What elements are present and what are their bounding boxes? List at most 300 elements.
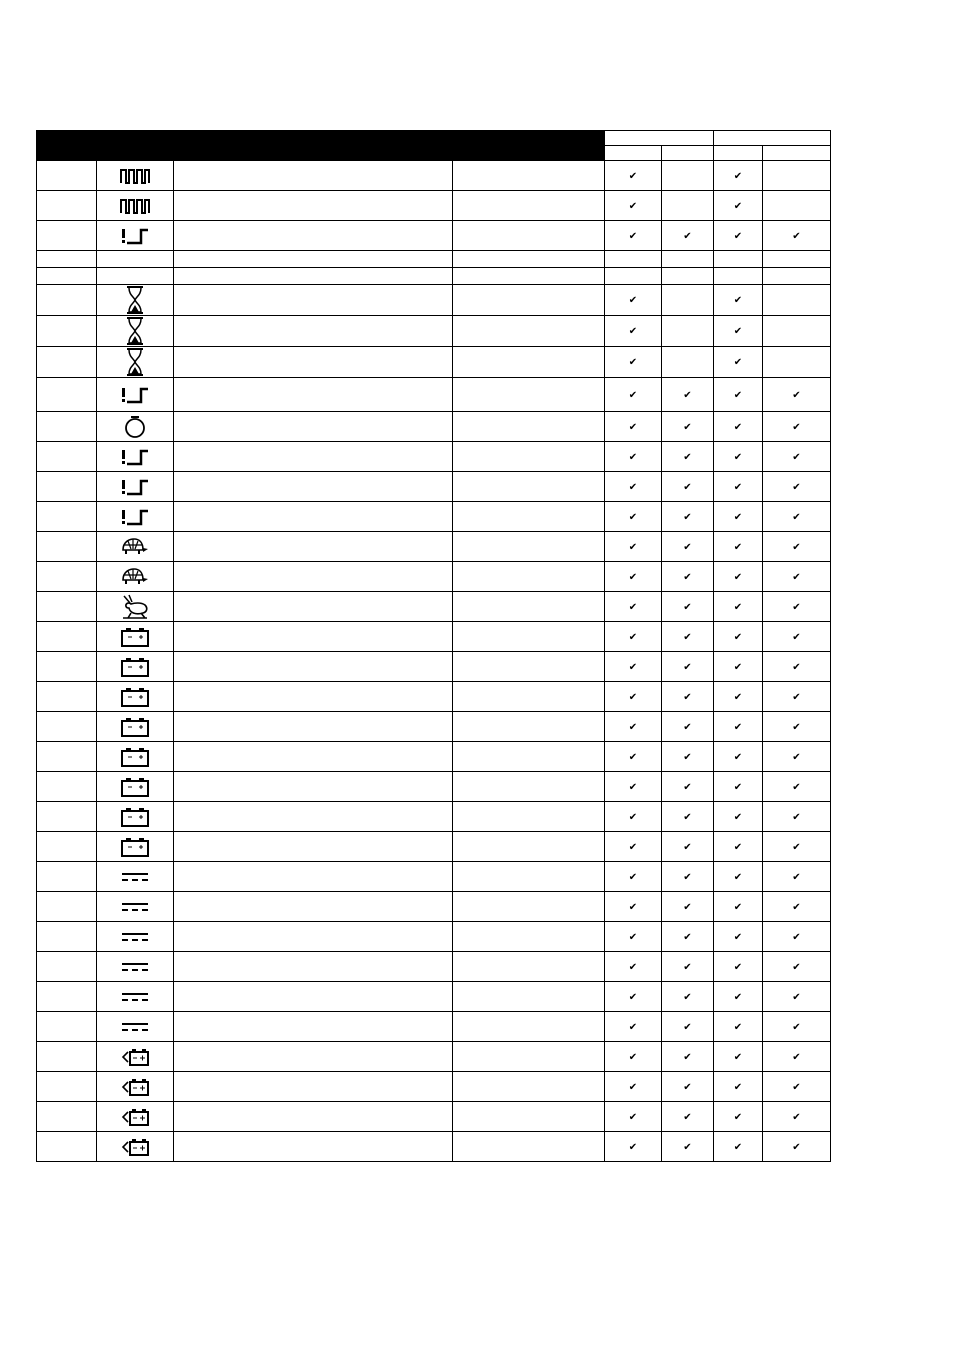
icon-cell	[97, 892, 174, 922]
check-cell	[763, 982, 831, 1012]
detail-cell	[453, 378, 605, 412]
table-row	[37, 532, 831, 562]
checkmark-icon: ✔	[733, 451, 743, 463]
checkmark-icon: ✔	[683, 1021, 692, 1033]
check-cell	[662, 347, 714, 378]
row-id-cell	[37, 892, 97, 922]
check-cell	[763, 622, 831, 652]
check-cell	[662, 772, 714, 802]
description-cell	[174, 1012, 453, 1042]
icon-cell	[97, 472, 174, 502]
row-id-cell	[37, 316, 97, 347]
icon-cell	[97, 862, 174, 892]
detail-cell	[453, 952, 605, 982]
checkmark-icon: ✔	[628, 961, 638, 973]
checkmark-icon: ✔	[792, 871, 801, 883]
checkmark-icon: ✔	[628, 901, 638, 913]
hourglass-icon	[97, 285, 173, 315]
detail-cell	[453, 622, 605, 652]
check-cell	[605, 592, 662, 622]
checkmark-icon: ✔	[628, 781, 638, 793]
check-cell	[763, 251, 831, 268]
check-cell	[714, 1072, 763, 1102]
dc-symbol-icon	[97, 1021, 173, 1033]
row-id-cell	[37, 832, 97, 862]
icon-cell	[97, 221, 174, 251]
battery-charge-icon	[97, 1106, 173, 1128]
check-cell	[763, 772, 831, 802]
detail-cell	[453, 922, 605, 952]
description-cell	[174, 682, 453, 712]
detail-cell	[453, 347, 605, 378]
checkmark-icon: ✔	[628, 1141, 638, 1153]
checkmark-icon: ✔	[733, 481, 743, 493]
check-cell	[763, 378, 831, 412]
icon-cell	[97, 562, 174, 592]
check-cell	[763, 682, 831, 712]
check-cell	[714, 191, 763, 221]
check-cell	[605, 316, 662, 347]
detail-cell	[453, 982, 605, 1012]
check-cell	[714, 982, 763, 1012]
checkmark-icon: ✔	[733, 1141, 743, 1153]
hourglass-icon	[97, 316, 173, 346]
check-cell	[714, 1102, 763, 1132]
dc-symbol-icon	[97, 961, 173, 973]
battery-icon	[97, 806, 173, 828]
check-cell	[714, 378, 763, 412]
icon-cell	[97, 592, 174, 622]
row-id-cell	[37, 191, 97, 221]
checkmark-icon: ✔	[628, 451, 638, 463]
checkmark-icon: ✔	[733, 389, 743, 401]
checkmark-icon: ✔	[792, 511, 801, 523]
table-row	[37, 982, 831, 1012]
battery-icon	[97, 776, 173, 798]
checkmark-icon: ✔	[733, 357, 743, 368]
check-cell	[605, 412, 662, 442]
alarm-step-icon	[97, 226, 173, 246]
checkmark-icon: ✔	[733, 511, 743, 523]
dc-symbol-icon	[97, 901, 173, 913]
checkmark-icon: ✔	[733, 811, 743, 823]
check-cell	[714, 412, 763, 442]
checkmark-icon: ✔	[733, 781, 743, 793]
checkmark-icon: ✔	[733, 961, 743, 973]
check-cell	[714, 622, 763, 652]
checkmark-icon: ✔	[792, 421, 801, 433]
check-cell	[605, 161, 662, 191]
check-cell	[605, 922, 662, 952]
column-subheader	[605, 146, 662, 161]
checkmark-icon: ✔	[733, 631, 743, 643]
check-cell	[605, 1042, 662, 1072]
check-cell	[605, 562, 662, 592]
check-cell	[662, 652, 714, 682]
checkmark-icon: ✔	[683, 1081, 692, 1093]
table-row	[37, 268, 831, 285]
row-id-cell	[37, 1042, 97, 1072]
check-cell	[662, 562, 714, 592]
checkmark-icon: ✔	[683, 931, 692, 943]
checkmark-icon: ✔	[683, 781, 692, 793]
checkmark-icon: ✔	[733, 421, 743, 433]
description-cell	[174, 412, 453, 442]
check-cell	[763, 862, 831, 892]
icon-cell	[97, 1042, 174, 1072]
check-cell	[605, 952, 662, 982]
row-id-cell	[37, 532, 97, 562]
icon-cell	[97, 982, 174, 1012]
checkmark-icon: ✔	[683, 571, 692, 583]
description-cell	[174, 532, 453, 562]
check-cell	[714, 316, 763, 347]
table-row	[37, 442, 831, 472]
checkmark-icon: ✔	[733, 571, 743, 583]
check-cell	[714, 682, 763, 712]
table-row	[37, 285, 831, 316]
check-cell	[662, 802, 714, 832]
check-cell	[714, 1012, 763, 1042]
icon-cell	[97, 1012, 174, 1042]
pulse-wave-icon	[97, 197, 173, 215]
row-id-cell	[37, 772, 97, 802]
checkmark-icon: ✔	[683, 751, 692, 763]
description-cell	[174, 802, 453, 832]
check-cell	[763, 191, 831, 221]
check-cell	[714, 952, 763, 982]
check-cell	[763, 742, 831, 772]
check-cell	[605, 1102, 662, 1132]
check-cell	[662, 1132, 714, 1162]
detail-cell	[453, 1072, 605, 1102]
row-id-cell	[37, 952, 97, 982]
description-cell	[174, 742, 453, 772]
checkmark-icon: ✔	[683, 481, 692, 493]
checkmark-icon: ✔	[792, 230, 801, 242]
checkmark-icon: ✔	[733, 721, 743, 733]
check-cell	[662, 161, 714, 191]
detail-cell	[453, 562, 605, 592]
row-id-cell	[37, 442, 97, 472]
column-group-header	[714, 131, 831, 146]
check-cell	[763, 952, 831, 982]
checkmark-icon: ✔	[733, 1081, 743, 1093]
table-row	[37, 772, 831, 802]
check-cell	[605, 378, 662, 412]
description-cell	[174, 862, 453, 892]
checkmark-icon: ✔	[733, 871, 743, 883]
icon-cell	[97, 412, 174, 442]
check-cell	[763, 712, 831, 742]
battery-charge-icon	[97, 1136, 173, 1158]
table-row	[37, 622, 831, 652]
checkmark-icon: ✔	[628, 230, 638, 242]
row-id-cell	[37, 682, 97, 712]
checkmark-icon: ✔	[683, 661, 692, 673]
check-cell	[763, 892, 831, 922]
checkmark-icon: ✔	[683, 901, 692, 913]
description-cell	[174, 378, 453, 412]
icon-cell	[97, 285, 174, 316]
check-cell	[662, 832, 714, 862]
battery-charge-icon	[97, 1076, 173, 1098]
detail-cell	[453, 251, 605, 268]
battery-icon	[97, 746, 173, 768]
checkmark-icon: ✔	[792, 781, 801, 793]
alarm-step-icon	[97, 447, 173, 467]
checkmark-icon: ✔	[683, 811, 692, 823]
description-cell	[174, 251, 453, 268]
checkmark-icon: ✔	[733, 1051, 743, 1063]
check-cell	[662, 592, 714, 622]
check-cell	[662, 712, 714, 742]
table-row	[37, 191, 831, 221]
checkmark-icon: ✔	[683, 451, 692, 463]
turtle-icon	[97, 566, 173, 588]
description-cell	[174, 982, 453, 1012]
row-id-cell	[37, 285, 97, 316]
row-id-cell	[37, 412, 97, 442]
row-id-cell	[37, 982, 97, 1012]
checkmark-icon: ✔	[733, 601, 743, 613]
icon-cell	[97, 922, 174, 952]
description-cell	[174, 316, 453, 347]
table-row	[37, 1042, 831, 1072]
checkmark-icon: ✔	[683, 691, 692, 703]
description-cell	[174, 952, 453, 982]
check-cell	[605, 802, 662, 832]
checkmark-icon: ✔	[683, 389, 692, 401]
table-body	[37, 161, 831, 1162]
detail-cell	[453, 285, 605, 316]
table-row	[37, 221, 831, 251]
check-cell	[763, 316, 831, 347]
check-cell	[605, 1072, 662, 1102]
description-cell	[174, 562, 453, 592]
description-cell	[174, 592, 453, 622]
row-id-cell	[37, 268, 97, 285]
checkmark-icon: ✔	[733, 170, 743, 182]
icon-cell	[97, 251, 174, 268]
checkmark-icon: ✔	[628, 170, 638, 182]
description-cell	[174, 347, 453, 378]
row-id-cell	[37, 592, 97, 622]
check-cell	[763, 922, 831, 952]
checkmark-icon: ✔	[792, 451, 801, 463]
checkmark-icon: ✔	[792, 721, 801, 733]
checkmark-icon: ✔	[792, 751, 801, 763]
checkmark-icon: ✔	[792, 931, 801, 943]
check-cell	[763, 347, 831, 378]
detail-cell	[453, 742, 605, 772]
checkmark-icon: ✔	[733, 901, 743, 913]
check-cell	[605, 862, 662, 892]
row-id-cell	[37, 221, 97, 251]
detail-cell	[453, 1042, 605, 1072]
check-cell	[605, 285, 662, 316]
check-cell	[662, 191, 714, 221]
table-row	[37, 251, 831, 268]
table-row	[37, 472, 831, 502]
check-cell	[763, 221, 831, 251]
table-row	[37, 316, 831, 347]
checkmark-icon: ✔	[733, 931, 743, 943]
detail-cell	[453, 832, 605, 862]
icon-cell	[97, 682, 174, 712]
hourglass-icon	[97, 347, 173, 377]
check-cell	[605, 892, 662, 922]
checkmark-icon: ✔	[792, 571, 801, 583]
detail-cell	[453, 502, 605, 532]
icon-cell	[97, 832, 174, 862]
checkmark-icon: ✔	[683, 1111, 692, 1123]
checkmark-icon: ✔	[628, 721, 638, 733]
checkmark-icon: ✔	[683, 841, 692, 853]
description-cell	[174, 712, 453, 742]
check-cell	[763, 532, 831, 562]
table-row	[37, 161, 831, 191]
check-cell	[714, 472, 763, 502]
turtle-icon	[97, 536, 173, 558]
detail-cell	[453, 1012, 605, 1042]
icon-cell	[97, 1132, 174, 1162]
row-id-cell	[37, 652, 97, 682]
check-cell	[714, 862, 763, 892]
checkmark-icon: ✔	[792, 991, 801, 1003]
description-cell	[174, 772, 453, 802]
icon-cell	[97, 802, 174, 832]
column-group-header	[605, 131, 714, 146]
row-id-cell	[37, 251, 97, 268]
check-cell	[662, 412, 714, 442]
checkmark-icon: ✔	[628, 1021, 638, 1033]
description-cell	[174, 622, 453, 652]
check-cell	[605, 982, 662, 1012]
checkmark-icon: ✔	[792, 961, 801, 973]
check-cell	[714, 922, 763, 952]
table-row	[37, 592, 831, 622]
check-cell	[662, 378, 714, 412]
checkmark-icon: ✔	[628, 326, 638, 337]
check-cell	[605, 472, 662, 502]
table-row	[37, 712, 831, 742]
detail-cell	[453, 221, 605, 251]
check-cell	[763, 268, 831, 285]
check-cell	[714, 221, 763, 251]
check-cell	[662, 285, 714, 316]
check-cell	[605, 742, 662, 772]
checkmark-icon: ✔	[733, 1111, 743, 1123]
check-cell	[763, 802, 831, 832]
checkmark-icon: ✔	[733, 991, 743, 1003]
table-row	[37, 922, 831, 952]
icon-cell	[97, 378, 174, 412]
check-cell	[763, 652, 831, 682]
check-cell	[714, 347, 763, 378]
description-cell	[174, 285, 453, 316]
description-cell	[174, 1072, 453, 1102]
detail-cell	[453, 772, 605, 802]
icon-cell	[97, 952, 174, 982]
rabbit-icon	[97, 593, 173, 621]
check-cell	[605, 268, 662, 285]
detail-cell	[453, 191, 605, 221]
table-header-bar	[37, 131, 605, 161]
checkmark-icon: ✔	[628, 1051, 638, 1063]
alarm-step-icon	[97, 507, 173, 527]
check-cell	[662, 1042, 714, 1072]
description-cell	[174, 652, 453, 682]
checkmark-icon: ✔	[792, 901, 801, 913]
check-cell	[605, 502, 662, 532]
checkmark-icon: ✔	[628, 511, 638, 523]
check-cell	[605, 251, 662, 268]
check-cell	[763, 472, 831, 502]
table-row	[37, 652, 831, 682]
detail-cell	[453, 472, 605, 502]
battery-icon	[97, 686, 173, 708]
icon-cell	[97, 712, 174, 742]
check-cell	[763, 832, 831, 862]
row-id-cell	[37, 802, 97, 832]
checkmark-icon: ✔	[733, 751, 743, 763]
row-id-cell	[37, 562, 97, 592]
checkmark-icon: ✔	[792, 481, 801, 493]
icon-cell	[97, 191, 174, 221]
checkmark-icon: ✔	[733, 661, 743, 673]
row-id-cell	[37, 347, 97, 378]
checkmark-icon: ✔	[683, 541, 692, 553]
check-cell	[763, 1012, 831, 1042]
detail-cell	[453, 1102, 605, 1132]
checkmark-icon: ✔	[683, 230, 692, 242]
check-cell	[662, 1102, 714, 1132]
row-id-cell	[37, 1102, 97, 1132]
battery-icon	[97, 626, 173, 648]
battery-icon	[97, 656, 173, 678]
checkmark-icon: ✔	[792, 631, 801, 643]
checkmark-icon: ✔	[628, 421, 638, 433]
check-cell	[605, 191, 662, 221]
table-row	[37, 742, 831, 772]
table-row	[37, 378, 831, 412]
table-row	[37, 1012, 831, 1042]
checkmark-icon: ✔	[628, 751, 638, 763]
detail-cell	[453, 442, 605, 472]
checkmark-icon: ✔	[628, 991, 638, 1003]
checkmark-icon: ✔	[792, 1111, 801, 1123]
checkmark-icon: ✔	[733, 326, 743, 337]
dc-symbol-icon	[97, 871, 173, 883]
table-row	[37, 892, 831, 922]
check-cell	[714, 802, 763, 832]
description-cell	[174, 1102, 453, 1132]
description-cell	[174, 1042, 453, 1072]
check-cell	[605, 652, 662, 682]
checkmark-icon: ✔	[628, 571, 638, 583]
table-row	[37, 1132, 831, 1162]
check-cell	[662, 502, 714, 532]
check-cell	[662, 1072, 714, 1102]
description-cell	[174, 922, 453, 952]
check-cell	[662, 952, 714, 982]
checkmark-icon: ✔	[683, 961, 692, 973]
check-cell	[714, 502, 763, 532]
checkmark-icon: ✔	[683, 1051, 692, 1063]
checkmark-icon: ✔	[628, 871, 638, 883]
check-cell	[763, 562, 831, 592]
